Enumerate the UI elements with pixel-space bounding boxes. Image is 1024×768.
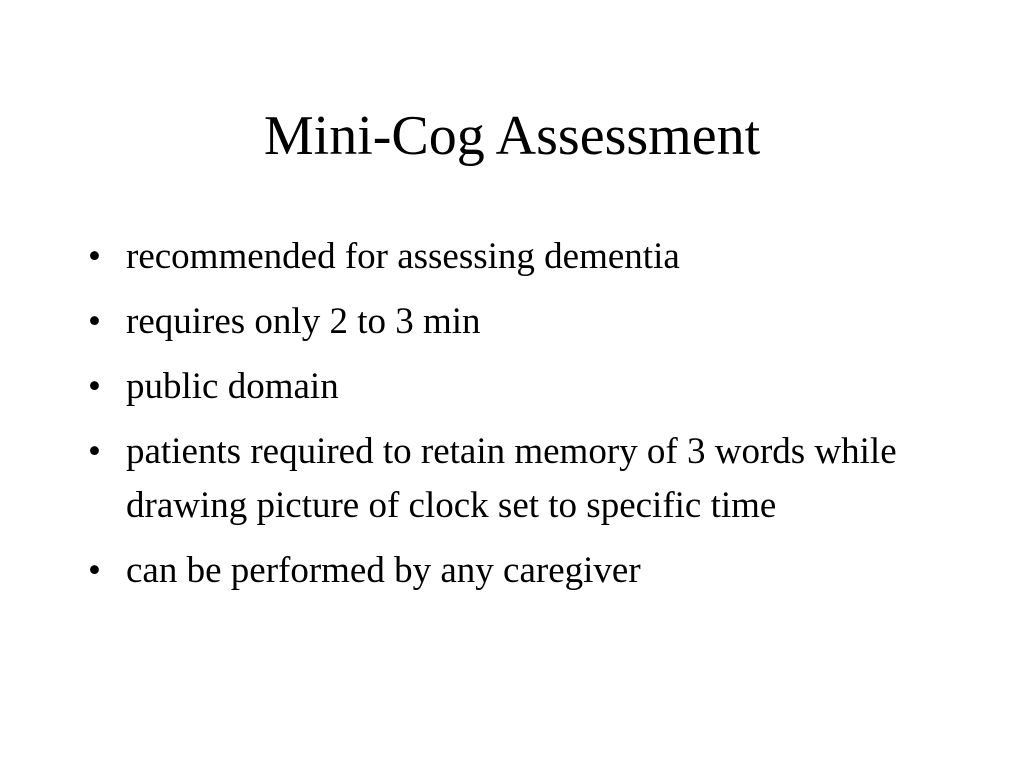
bullet-icon: • (88, 236, 101, 277)
bullet-icon: • (88, 431, 101, 472)
bullet-text: patients required to retain memory of 3 words while drawing picture of clock set to specific time (126, 431, 897, 526)
bullet-text: recommended for assessing dementia (126, 236, 680, 277)
bullet-icon: • (88, 301, 101, 342)
list-item (88, 230, 948, 284)
list-item (88, 295, 948, 349)
bullet-list (88, 230, 948, 609)
bullet-text: public domain (126, 366, 339, 407)
slide-title: Mini-Cog Assessment (263, 105, 761, 167)
bullet-icon: • (88, 550, 101, 591)
list-item (88, 425, 948, 533)
list-item (88, 360, 948, 414)
list-item (88, 544, 948, 598)
bullet-text: requires only 2 to 3 min (126, 301, 481, 342)
bullet-icon: • (88, 366, 101, 407)
bullet-text: can be performed by any caregiver (126, 550, 641, 591)
